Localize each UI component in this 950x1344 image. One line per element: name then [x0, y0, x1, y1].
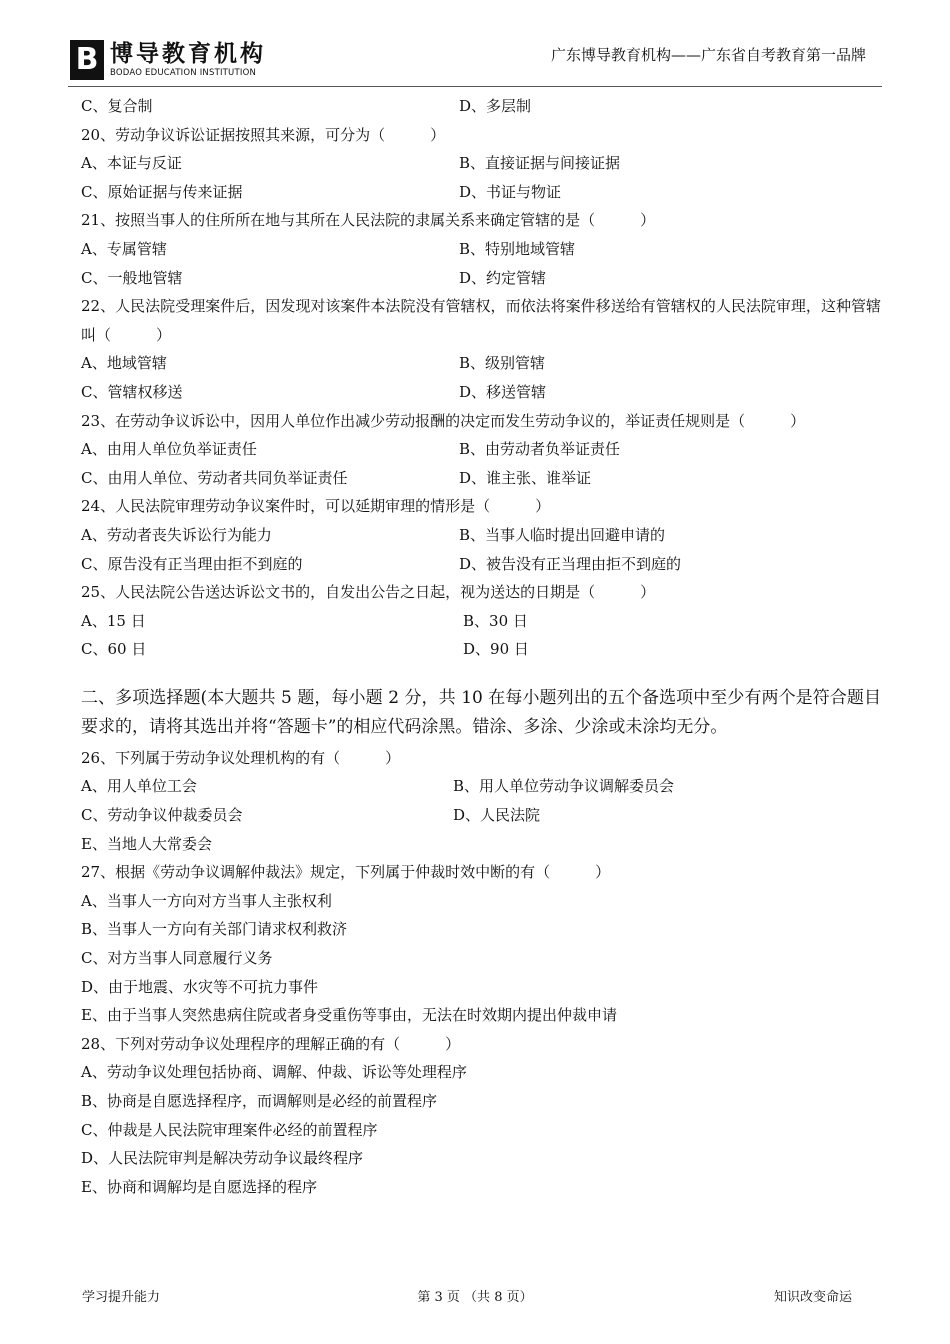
option-left: C、一般地管辖 — [81, 268, 183, 287]
option-left: A、专属管辖 — [81, 239, 167, 258]
option-row — [81, 801, 881, 830]
question-line: C、对方当事人同意履行义务 — [81, 949, 273, 968]
option-row — [81, 349, 881, 378]
question-line: 27、根据《劳动争议调解仲裁法》规定，下列属于仲裁时效中断的有（ ） — [81, 863, 611, 882]
question-line: 20、劳动争议诉讼证据按照其来源，可分为（ ） — [81, 125, 446, 144]
option-left: C、原告没有正当理由拒不到庭的 — [81, 554, 303, 573]
option-row — [81, 464, 881, 493]
option-left: A、由用人单位负举证责任 — [81, 440, 257, 459]
option-left: C、劳动争议仲裁委员会 — [81, 806, 243, 825]
option-right: D、90 日 — [463, 640, 529, 659]
option-left: C、60 日 — [81, 640, 147, 659]
option-row — [81, 92, 881, 121]
option-right: D、约定管辖 — [459, 268, 547, 287]
exam-content — [81, 92, 881, 1201]
option-right: D、移送管辖 — [459, 382, 547, 401]
option-left: A、用人单位工会 — [81, 777, 197, 796]
option-row — [81, 378, 881, 407]
option-right: B、用人单位劳动争议调解委员会 — [453, 777, 675, 796]
question-line: E、当地人大常委会 — [81, 834, 212, 853]
option-right: B、当事人临时提出回避申请的 — [459, 525, 666, 544]
option-left: A、15 日 — [81, 611, 146, 630]
logo-english-name: BODAO EDUCATION INSTITUTION — [110, 68, 257, 78]
bodao-logo — [70, 40, 298, 82]
question-line: B、协商是自愿选择程序，而调解则是必经的前置程序 — [81, 1092, 438, 1110]
question-line: 28、下列对劳动争议处理程序的理解正确的有（ ） — [81, 1034, 461, 1053]
question-line: E、协商和调解均是自愿选择的程序 — [81, 1177, 317, 1196]
option-row — [81, 235, 881, 264]
question-line: C、仲裁是人民法院审理案件必经的前置程序 — [81, 1120, 378, 1139]
page-header — [0, 0, 950, 90]
option-right: B、直接证据与间接证据 — [459, 154, 621, 173]
option-row — [81, 178, 881, 207]
question-stem: 22、人民法院受理案件后，因发现对该案件本法院没有管辖权，而依法将案件移送给有管辖权的人民法院审理，这种管辖叫（ ） — [81, 297, 881, 344]
question-line: 23、在劳动争议诉讼中，因用人单位作出减少劳动报酬的决定而发生劳动争议的，举证责任规则是（ ） — [81, 411, 806, 430]
option-right: B、特别地域管辖 — [459, 239, 576, 258]
option-left: C、原始证据与传来证据 — [81, 182, 243, 201]
option-row — [81, 550, 881, 579]
option-row — [81, 435, 881, 464]
question-line: 24、人民法院审理劳动争议案件时，可以延期审理的情形是（ ） — [81, 497, 551, 516]
option-row — [81, 521, 881, 550]
header-divider — [68, 86, 882, 87]
question-line: 21、按照当事人的住所所在地与其所在人民法院的隶属关系来确定管辖的是（ ） — [81, 211, 656, 230]
question-line: A、当事人一方向对方当事人主张权利 — [81, 891, 332, 910]
option-left: C、由用人单位、劳动者共同负举证责任 — [81, 468, 348, 487]
footer-left-text: 学习提升能力 — [82, 1290, 161, 1305]
logo-chinese-name: 博导教育机构 — [110, 41, 266, 67]
page-number: 第 3 页 （共 8 页） — [417, 1290, 533, 1305]
question-list-single-choice — [81, 92, 881, 664]
question-line: A、劳动争议处理包括协商、调解、仲裁、诉讼等处理程序 — [81, 1063, 467, 1082]
option-right: D、被告没有正当理由拒不到庭的 — [459, 554, 682, 573]
option-row — [81, 635, 881, 664]
option-right: B、级别管辖 — [459, 354, 546, 373]
option-right: D、谁主张、谁举证 — [459, 468, 592, 487]
footer-right-text: 知识改变命运 — [773, 1290, 852, 1305]
option-left: C、复合制 — [81, 97, 153, 115]
option-right: D、人民法院 — [453, 806, 541, 825]
option-row — [81, 772, 881, 801]
question-line: E、由于当事人突然患病住院或者身受重伤等事由，无法在时效期内提出仲裁申请 — [81, 1006, 617, 1025]
option-row — [81, 149, 881, 178]
question-line: D、人民法院审判是解决劳动争议最终程序 — [81, 1149, 364, 1168]
question-line: 25、人民法院公告送达诉讼文书的，自发出公告之日起，视为送达的日期是（ ） — [81, 583, 656, 602]
option-right: B、30 日 — [463, 611, 528, 630]
option-row — [81, 264, 881, 293]
question-line: 26、下列属于劳动争议处理机构的有（ ） — [81, 748, 401, 767]
question-line: D、由于地震、水灾等不可抗力事件 — [81, 977, 319, 996]
option-right: D、多层制 — [459, 97, 532, 115]
option-right: D、书证与物证 — [459, 182, 562, 201]
question-line: B、当事人一方向有关部门请求权利救济 — [81, 920, 348, 939]
section-title-multiple-choice: 二、多项选择题(本大题共 5 题，每小题 2 分，共 10 在每小题列出的五个备选项中至少有两个是符合题目要求的，请将其选出并将“答题卡”的相应代码涂黑。错涂、多涂、少涂或未涂均无分。 — [81, 687, 881, 738]
option-left: A、劳动者丧失诉讼行为能力 — [81, 525, 272, 544]
option-left: C、管辖权移送 — [81, 382, 183, 401]
option-row — [81, 607, 881, 636]
option-left: A、本证与反证 — [81, 154, 182, 173]
option-left: A、地域管辖 — [81, 354, 167, 373]
option-right: B、由劳动者负举证责任 — [459, 440, 621, 459]
question-list-multiple-choice — [81, 744, 881, 1202]
logo-mark-icon: B — [70, 40, 104, 80]
brand-slogan: 广东博导教育机构——广东省自考教育第一品牌 — [550, 46, 866, 64]
